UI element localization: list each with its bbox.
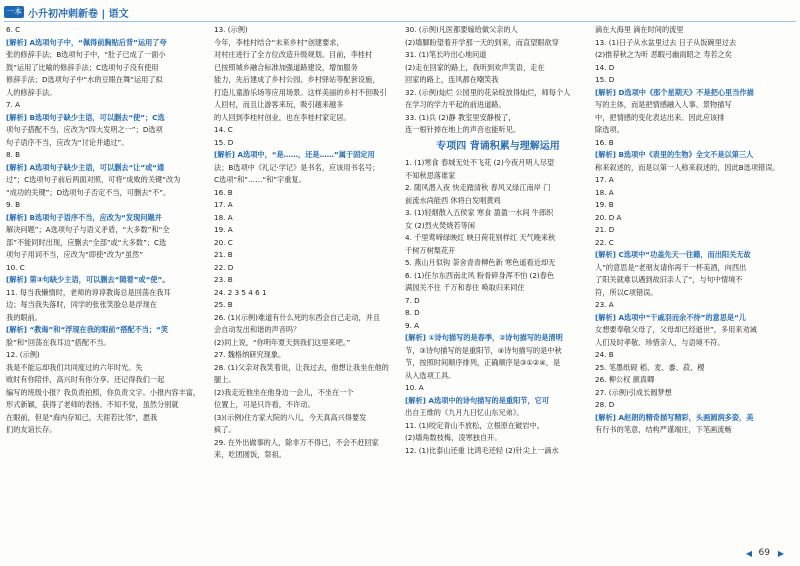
col3-line: 31. (1)笔长吟出心地问道	[405, 50, 487, 59]
col1-line: 7. A	[6, 100, 21, 109]
col1-line: 过”；C选项句子前后两面对照，可将“成败的关键”改为	[6, 175, 181, 184]
col2-line: 28. (1)父亲对我笑着说，让我过去，他想让我坐在他的	[214, 362, 389, 372]
col3-line: (2)墙脚盼望着开学那一天的到来，而直望眼欲穿	[405, 37, 559, 47]
col2-line: 腿上。	[214, 375, 236, 384]
col3-line: 32. (示例)灿烂 公园里的花朵绽放得灿烂，师每个人	[405, 87, 571, 97]
col2-line: 来，吃团圆饭，祭祖。	[214, 450, 286, 459]
col3-line: 不知秋思落谁家	[405, 170, 456, 180]
col1-line: 鼓”运用了比喻的修辞手法；C选项句子没有使用	[6, 62, 159, 72]
col3-line: 6. (1)任尔东西南北风 粉骨碎身浑不怕 (2)春色	[405, 270, 555, 280]
col2-line: 22. D	[214, 262, 234, 272]
col1-line: 修辞手法；D选项句子中“水的豆眼在舞”运用了拟	[6, 75, 163, 84]
col2-line: 疯了。	[214, 425, 236, 434]
col3-line: 11. (1)咬定青山不放松，立根原在破岩中。	[405, 420, 544, 430]
col2-line: 位置上，可是只许看，不许动。	[214, 400, 315, 409]
col1-line: 8. B	[6, 150, 21, 159]
col2-line: C选项“和”……“和”字重复。	[214, 175, 306, 184]
col4-line: [解析] B选项中《表里的生物》全文不是以第三人	[595, 150, 754, 159]
col3-line: 节，③诗句描写的是重阳节，④诗句描写的是中秋	[405, 345, 562, 355]
col2-line: 已按照城乡融合标准加强道路建设，增加服务	[214, 62, 358, 72]
col4-line: 符，所以C项错误。	[595, 287, 658, 297]
col1-line: 人的修辞手法。	[6, 87, 57, 97]
col1-line: “成功的关键”；D选项句子否定不当，可删去“不”。	[6, 187, 171, 197]
col1-line: 6. C	[6, 25, 21, 34]
col2-line: 27. 魏格纳研究现象。	[214, 350, 286, 359]
col2-line: 16. B	[214, 187, 233, 197]
col3-line: 回家的路上，连风都在嘲笑我	[405, 75, 499, 84]
col3-line: 8. D	[405, 308, 420, 317]
col1-line: 败时有你陪伴，高兴时有你分享。还记得我们一起	[6, 375, 165, 384]
col1-line: 形式新颖，获得了老师的表扬。不知不觉，虽然分别就	[6, 400, 179, 409]
col3-line: 10. A	[405, 383, 424, 392]
col1-line: [解析] B选项句子语序不当，应改为“发现问题并	[6, 212, 162, 222]
col4-line: 人”的意思是“老朋友请你再干一杯美酒，向西出	[595, 262, 747, 272]
col4-line: [解析] A选项中“干戚羽而余不待”的意思是“儿	[595, 312, 746, 322]
col2-line: 打造儿童游乐场等应用场景。这样美丽的乡村不但吸引	[214, 87, 387, 97]
series-logo: 一本	[6, 7, 22, 16]
col3-line: [解析] ①诗句描写的是春季，②诗句描写的是清明	[405, 333, 563, 342]
col1-line: [解析] 第③句缺少主语，可以删去“随着”或“使”。	[6, 275, 170, 284]
col4-line: 26. 柳公权 颜真卿	[595, 375, 655, 384]
col1-line: 编写的班级小报？我负责拍照，你负责文字。小报内容丰富，	[6, 387, 201, 397]
section-heading: 专项四 背诵积累与理解运用	[436, 140, 560, 152]
col2-line: 20. C	[214, 237, 233, 247]
col2-line: 26. (1)(示例)难道有什么死的东西会自己走动，并且	[214, 312, 381, 322]
page-header	[0, 0, 800, 24]
col4-line: [解析] D选项中《那个星期天》不是把心里当作描	[595, 87, 754, 97]
col3-line: (2)墙角数枝梅，凌寒独自开。	[405, 433, 502, 442]
col1-line: 张的修辞手法；B选项句子中，“肚子已成了一面小	[6, 50, 166, 59]
col2-line: 25. B	[214, 300, 233, 309]
col2-line: 18. A	[214, 212, 233, 222]
col2-line: 15. D	[214, 137, 234, 147]
col1-line: 部”不能同时出现，应删去“全部”或“大多数”；C选	[6, 237, 167, 247]
col4-line: 16. B	[595, 137, 614, 147]
col2-line: 24. 2 3 5 4 6 1	[214, 287, 267, 297]
col4-line: [解析] C选项中“功盖先天一往籍，而出阳关无故	[595, 250, 751, 259]
col3-line: 前流水尚能西 休将白发唱黄鸡	[405, 195, 501, 205]
col1-line: 9. B	[6, 200, 21, 209]
col4-line: 女想要奉敬父母了，父母却已经逝世”，多用来劝诫	[595, 325, 757, 334]
column-4	[595, 24, 793, 437]
col4-line: 有行书的笔意，结构严谨端庄，下笔画流畅	[595, 425, 732, 434]
col3-line: 连一根针掉在地上的声音也能听见。	[405, 125, 521, 134]
col1-line: [解析] A选项句子缺少主语，可以删去“让”或“通	[6, 162, 165, 172]
col3-line: (2)走在回家的路上，我听到欢声笑语，走在	[405, 62, 545, 72]
book-title: 小升初冲刺新卷 | 语文	[28, 9, 129, 20]
col2-line: 21. B	[214, 250, 233, 259]
col3-line: 2. 随风潜入夜 快走踏清秋 春风又绿江南岸 门	[405, 183, 551, 192]
col2-line: [解析] A选项中，“是……，还是……”属于固定用	[214, 150, 375, 159]
col2-line: 法；B选项中《礼记·学记》是书名，应该用书名号；	[214, 162, 380, 172]
prev-page-icon[interactable]: ◀	[745, 549, 752, 558]
col2-line: 人回村，而且让游客来玩，吸引越来越多	[214, 100, 344, 109]
col4-line: 14. D	[595, 62, 615, 72]
col4-line: 写的主体，而是把情感融入人事、景物描写	[595, 100, 732, 109]
col3-line: 节，按照时间顺序排列，正确顺序是③①②④，是	[405, 358, 561, 367]
col4-line: 人们及时孝敬、珍惜亲人，与语境不符。	[595, 337, 725, 347]
col2-line: (2)同上说，“你明年夏天到我们这里来吧。”	[214, 337, 351, 347]
col4-line: 18. A	[595, 187, 614, 197]
header-divider	[4, 21, 796, 22]
col1-line: 项句子搭配不当，应改为“四大发明之一”；D选项	[6, 125, 163, 134]
col2-line: 14. C	[214, 125, 233, 134]
col3-line: 满园关不住 千万和春住 唤取归来同住	[405, 283, 525, 292]
col4-line: 22. C	[595, 237, 614, 247]
col3-line: 在学习的学力平起的前进道路。	[405, 100, 506, 109]
col2-line: 会自动发出和谐的声音吗？	[214, 325, 301, 334]
col4-line: 21. D	[595, 225, 615, 234]
col3-line: 出自王维的《九月九日忆山东兄弟》。	[405, 408, 524, 417]
col4-line: 25. 笔墨纸砚 稻、麦、黍、菽、稷	[595, 362, 705, 372]
col4-line: 15. D	[595, 75, 615, 84]
col2-line: 对村庄进行了全方位改造升级规划。目前，李桂村	[214, 50, 373, 59]
col4-line: 称来叙述的，而是以第一人称来叙述的，因此B选项错误。	[595, 162, 780, 172]
col2-line: (2)我走近他坐在他身边一会儿，不坐在一个	[214, 387, 354, 397]
col4-line: 20. D A	[595, 212, 622, 222]
col3-line: 千树万树梨花开	[405, 245, 456, 255]
col4-line: 滴在大海里 滴在时间的流里	[595, 25, 684, 34]
col1-line: [解析] “教诲”和“浮现在我的眼前”搭配不当；“笑	[6, 325, 169, 334]
col4-line: 24. B	[595, 350, 614, 359]
col3-line: 30. (示例)凡医都要嫁给做父亲的人	[405, 25, 518, 34]
col3-line: 1. (1)寒食 春城无处不飞花 (2)今夜月明人尽望	[405, 158, 555, 167]
col1-line: 脸”和“回荡在我耳边”搭配不当。	[6, 337, 111, 347]
col1-line: 10. C	[6, 262, 25, 272]
col2-line: 13. (示例)	[214, 25, 248, 34]
col2-line: 的人回到李桂村创业，也在李桂村家定居。	[214, 112, 351, 122]
col3-line: 7. D	[405, 295, 420, 305]
col3-line: 女 (2)烈火焚烧若等闲	[405, 220, 475, 230]
col2-line: 29. 在外出做事的人，除非万不得已，不会不赶回家	[214, 437, 379, 447]
col3-line: 5. 燕山月似钩 荼舍青青柳色新 寒色遥看近却无	[405, 258, 556, 267]
col3-line: 3. (1)轻烟散入五侯家 寒食 盈盈一水间 牛郎织	[405, 208, 554, 217]
col4-line: 17. A	[595, 175, 614, 184]
col4-line: (2)推荐秋之为听 恶暇弓幽雨昭之 寿若之矣	[595, 50, 732, 59]
col1-line: 们的友谊长存。	[6, 425, 57, 434]
col1-line: 我是不能忘却我们共同度过的六年时光。失	[6, 362, 143, 372]
col1-line: 在眼前，但是“海内存知己，天涯若比邻”，愿我	[6, 412, 158, 422]
col4-line: 了阳关就难以遇到故旧亲人了”，与句中情境不	[595, 275, 743, 284]
col2-line: 能力，先后建成了乡村公园、乡村驿站等配套设施，	[214, 75, 380, 84]
col1-line: 我的眼前。	[6, 312, 42, 322]
col1-line: 句子语序不当，应改为“讨论并通过”。	[6, 137, 129, 147]
column-2	[214, 24, 400, 462]
col3-line: 33. (1)兵 (2)静 教室里安静极了，	[405, 112, 516, 122]
col2-line: (3)(示例)住方家大院的八儿，今天真高兴得要发	[214, 412, 367, 422]
col2-line: 17. A	[214, 200, 233, 209]
col4-line: 23. A	[595, 300, 614, 309]
col1-line: 边；每当我失落时，同学的张张笑脸总是浮现在	[6, 300, 157, 309]
col1-line: 项句子用词不当，应改为“即使”改为“虽然”	[6, 250, 144, 259]
column-3	[405, 24, 591, 457]
col3-line: 9. A	[405, 320, 420, 330]
col1-line: 12. (示例)	[6, 350, 40, 359]
next-page-icon[interactable]: ▶	[777, 549, 784, 558]
col4-line: 13. (1)日子从水盆里过去 日子从饭碗里过去	[595, 37, 737, 47]
col4-line: 27. (示例)引成长圆梦想	[595, 387, 672, 397]
col4-line: [解析] A赵朗的精奇描写精彩，头画圆润多姿，美	[595, 412, 754, 422]
col1-line: 11. 每当我懒惰时，老师的谆谆教诲总是回荡在我耳	[6, 287, 171, 297]
col3-line: 从入选项工具。	[405, 370, 456, 380]
col1-line: [解析] B选项句子缺少主语，可以删去“使”；C选	[6, 112, 165, 122]
col4-line: 28. D	[595, 400, 615, 409]
col2-line: 19. A	[214, 225, 233, 234]
col1-line: [解析] A选项句子中，“佩得前胸贴后背”运用了夸	[6, 37, 167, 47]
col4-line: 中，把情感的变化表达出来。因此应该排	[595, 112, 725, 122]
col4-line: 除选项。	[595, 125, 624, 134]
col3-line: 4. 千里莺啼绿映红 映日荷花别样红 天气晚来秋	[405, 233, 556, 242]
col1-line: 解决问题”；A选项句子与语义矛盾，“大多数”和“全	[6, 225, 170, 234]
col3-line: [解析] A选项中的诗句描写的是重阳节，它可	[405, 395, 550, 405]
col2-line: 今年，李桂村结合“未来乡村”创建要求，	[214, 37, 344, 47]
page-number: 69	[758, 548, 770, 558]
col4-line: 19. B	[595, 200, 614, 209]
col2-line: 23. B	[214, 275, 233, 284]
column-1	[6, 24, 206, 437]
col3-line: 12. (1)比泰山还重 比鸿毛还轻 (2)针尖上一滴水	[405, 445, 559, 455]
